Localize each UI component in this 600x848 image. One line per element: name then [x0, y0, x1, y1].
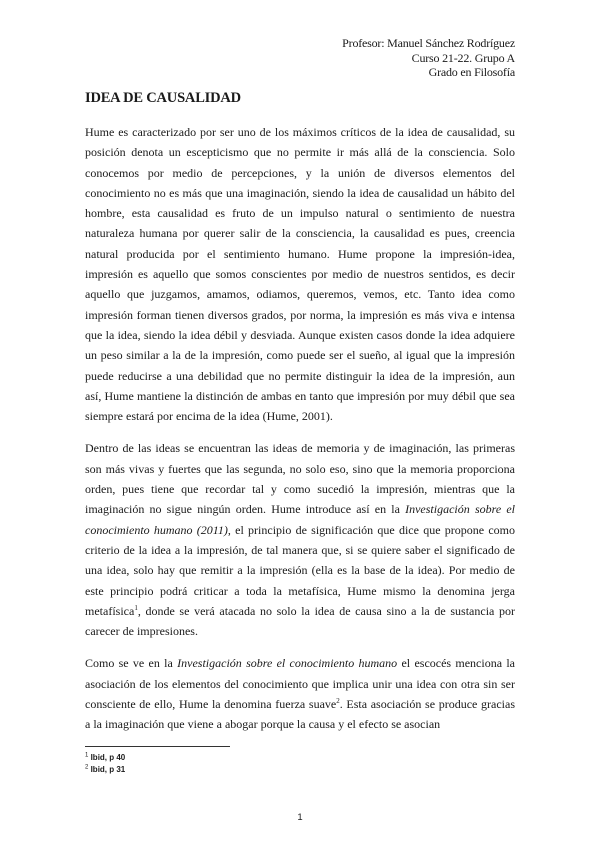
paragraph-2-work-title: Investigación sobre el conocimiento humano (2011)	[85, 502, 516, 537]
paragraph-2-text-c: , donde se verá atacada no solo la idea de causa sino a la de sustancia por carecer de impresiones.	[85, 603, 515, 639]
document-title: IDEA DE CAUSALIDAD	[85, 90, 241, 106]
header-professor: Profesor: Manuel Sánchez Rodríguez	[342, 36, 515, 50]
document-body	[85, 122, 515, 747]
footnote-1-text: Ibid, p 40	[90, 753, 126, 762]
paragraph-1: Hume es caracterizado por ser uno de los máximos críticos de la idea de causalidad, su posición denota un escepticismo que no permite ir más allá de la consciencia. Solo conocemos por medio de percepciones, y la unión de diversos elementos del conocimiento no es más que una imaginación, siendo la idea de causalidad un hábito del hombre, esta causalidad es fruto de un impulso natural o sentimiento de nuestra naturaleza humana por querer salir de la consciencia, la causalidad es pues, creencia natural producida por el sentimiento humano. Hume propone la impresión-idea, impresión es aquello que somos conscientes por medio de nuestros sentidos, es decir aquello que juzgamos, amamos, odiamos, queremos, vemos, etc. Tanto idea como impresión forman tienen diversos grados, por norma, la impresión es más viva e intensa que la idea, siendo la idea débil y desviada. Aunque existen casos donde la idea adquiere un peso similar a la de la impresión, como puede ser el sueño, al igual que la impresión puede reducirse a una debilidad que no permite distinguir la idea de la impresión, aun así, Hume mantiene la distinción de ambas en tanto que impresión por muy débil que sea siempre estará por encima de la idea (Hume, 2001).	[85, 125, 515, 424]
paragraph-3-text-c: . Esta asociación se produce gracias a la imaginación que viene a abogar porque la causa y el efecto se asocian	[85, 697, 515, 732]
footnote-1	[85, 752, 125, 764]
paragraph-3	[85, 653, 515, 734]
footnotes	[85, 752, 125, 776]
footnote-2-number: 2	[85, 764, 89, 771]
paragraph-2	[85, 438, 515, 641]
paragraph-2-text-b: , el principio de significación que dice que propone como criterio de la idea a la impresión, de tal manera que, si se quiere saber el significado de una idea, solo hay que remitir a la impresión (ella es la base de la idea). Por medio de este principio podrá criticar a toda la metafísica, Hume mismo la denomina jerga metafísica	[85, 522, 515, 618]
footnote-ref-2: 2	[336, 697, 340, 706]
footnote-2	[85, 764, 125, 776]
footnote-2-text: Ibid, p 31	[90, 765, 126, 774]
footnote-ref-1: 1	[134, 603, 138, 612]
footnote-separator	[85, 746, 230, 747]
paragraph-3-text-a: Como se ve en la	[85, 656, 178, 671]
page-number: 1	[297, 812, 303, 823]
paragraph-3-text-b: el escocés menciona la asociación de los elementos del conocimiento que implica unir una idea con otra sin ser consciente de ello, Hume la denomina fuerza suave	[85, 656, 515, 712]
header-block	[342, 36, 515, 80]
paragraph-2-text-a: Dentro de las ideas se encuentran las ideas de memoria y de imaginación, las primeras son más vivas y fuertes que las segunda, no solo eso, sino que la memoria proporciona orden, pues tiene que recordar tal y como sucedió la impresión, mientras que la imaginación no sigue ningún orden. Hume introduce así en la	[85, 441, 515, 517]
paragraph-3-work-title: Investigación sobre el conocimiento humano	[177, 656, 398, 671]
footnote-1-number: 1	[85, 752, 89, 759]
header-degree: Grado en Filosofía	[428, 65, 515, 79]
header-course: Curso 21-22. Grupo A	[411, 50, 515, 65]
